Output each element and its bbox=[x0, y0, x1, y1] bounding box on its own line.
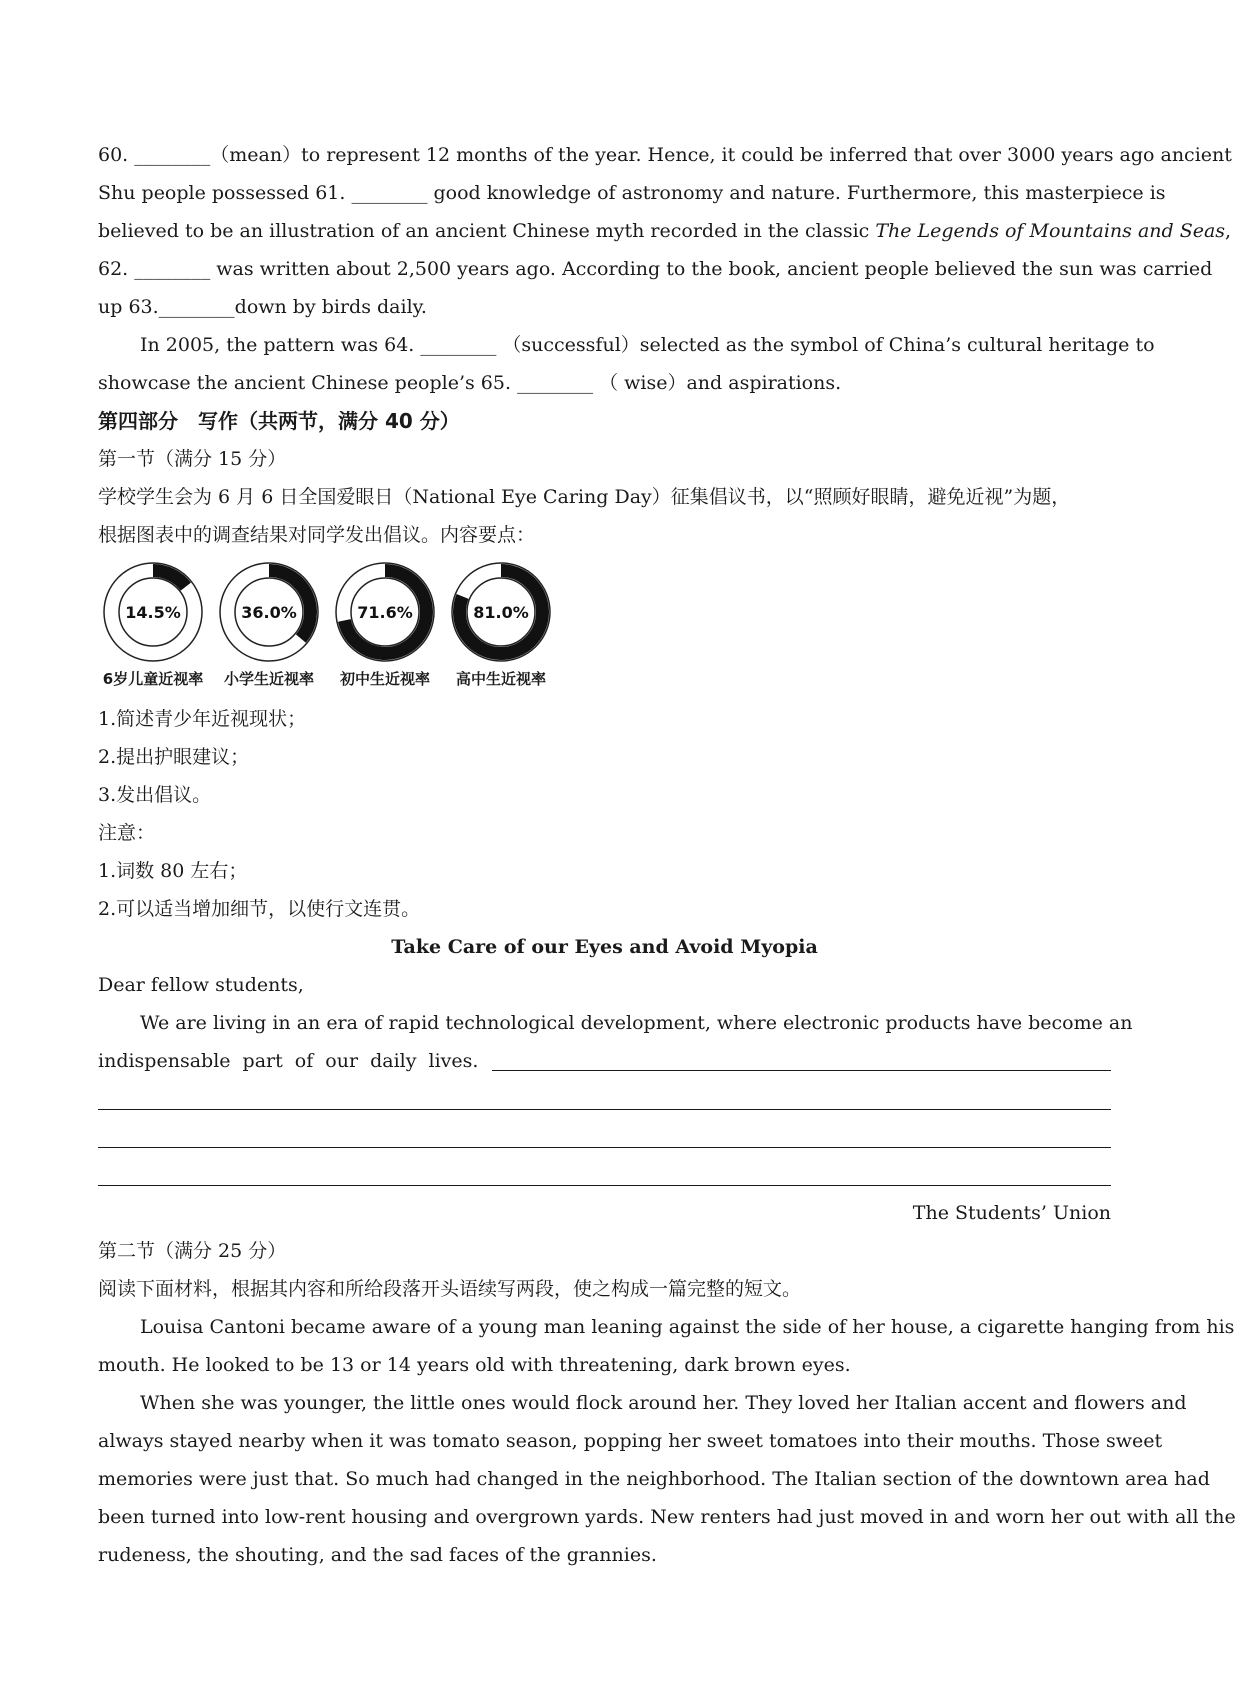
donut-value-label: 14.5% bbox=[125, 603, 181, 622]
story-line: rudeness, the shouting, and the sad faces of the grannies. bbox=[98, 1544, 657, 1566]
essay-title: Take Care of our Eyes and Avoid Myopia bbox=[391, 936, 818, 958]
donut-value-label: 71.6% bbox=[357, 603, 413, 622]
myopia-charts bbox=[98, 560, 1111, 696]
answer-line[interactable] bbox=[98, 1118, 1111, 1156]
story-line: always stayed nearby when it was tomato season, popping her sweet tomatoes into their mouths. Those sweet bbox=[98, 1430, 1163, 1452]
donut-svg bbox=[449, 560, 553, 664]
opening-line-text: indispensable part of our daily lives. bbox=[98, 1050, 479, 1072]
donut-svg bbox=[217, 560, 321, 664]
donut-category-label: 高中生近视率 bbox=[455, 670, 546, 688]
donut-chart bbox=[446, 560, 556, 696]
section1-title: 第一节（满分 15 分） bbox=[98, 448, 287, 470]
point-item: 1.简述青少年近视现状； bbox=[98, 708, 307, 730]
cloze-line-text: , bbox=[1225, 220, 1232, 242]
donut-category-label: 小学生近视率 bbox=[223, 670, 314, 688]
donut-svg bbox=[333, 560, 437, 664]
cloze-line: showcase the ancient Chinese people’s 65. ________ （ wise）and aspirations. bbox=[98, 372, 842, 394]
cloze-line: up 63.________down by birds daily. bbox=[98, 296, 427, 318]
donut-svg bbox=[101, 560, 205, 664]
cloze-line-text: believed to be an illustration of an ancient Chinese myth recorded in the classic bbox=[98, 220, 876, 242]
cloze-line: 60. ________（mean）to represent 12 months of the year. Hence, it could be inferred that over 3000 years ago ancient bbox=[98, 144, 1232, 166]
section2-title: 第二节（满分 25 分） bbox=[98, 1240, 287, 1262]
donut-category-label: 6岁儿童近视率 bbox=[102, 670, 204, 688]
opening-line-with-blank bbox=[98, 1042, 1111, 1080]
part4-title: 第四部分 写作（共两节，满分 40 分） bbox=[98, 409, 460, 433]
opening-line: We are living in an era of rapid technological development, where electronic products have become an bbox=[140, 1012, 1133, 1034]
cloze-line bbox=[98, 212, 1232, 250]
story-line: Louisa Cantoni became aware of a young man leaning against the side of her house, a cigarette hanging from his bbox=[140, 1316, 1235, 1338]
donut-chart bbox=[98, 560, 208, 696]
answer-line[interactable] bbox=[98, 1156, 1111, 1194]
answer-line[interactable] bbox=[98, 1080, 1111, 1118]
greeting: Dear fellow students, bbox=[98, 974, 304, 996]
story-line: When she was younger, the little ones would flock around her. They loved her Italian accent and flowers and bbox=[140, 1392, 1187, 1414]
donut-chart bbox=[330, 560, 440, 696]
cloze-line: 62. ________ was written about 2,500 years ago. According to the book, ancient people believed the sun was carried bbox=[98, 258, 1213, 280]
donut-category-label: 初中生近视率 bbox=[339, 670, 430, 688]
story-line: been turned into low-rent housing and overgrown yards. New renters had just moved in and worn her out with all the bbox=[98, 1506, 1236, 1528]
page-content bbox=[98, 136, 1236, 1574]
donut-value-label: 36.0% bbox=[241, 603, 297, 622]
donut-chart bbox=[214, 560, 324, 696]
cloze-line: In 2005, the pattern was 64. ________ （successful）selected as the symbol of China’s cultural heritage to bbox=[140, 334, 1155, 356]
book-title: The Legends of Mountains and Seas bbox=[875, 220, 1226, 242]
note-item: 1.词数 80 左右； bbox=[98, 860, 248, 882]
task-line: 学校学生会为 6 月 6 日全国爱眼日（National Eye Caring Day）征集倡议书，以“照顾好眼睛，避免近视”为题， bbox=[98, 486, 1071, 508]
answer-blank[interactable] bbox=[492, 1069, 1111, 1071]
story-line: memories were just that. So much had changed in the neighborhood. The Italian section of the downtown area had bbox=[98, 1468, 1210, 1490]
point-item: 2.提出护眼建议； bbox=[98, 746, 250, 768]
section2-instruction: 阅读下面材料，根据其内容和所给段落开头语续写两段，使之构成一篇完整的短文。 bbox=[98, 1278, 802, 1300]
notes-title: 注意： bbox=[98, 822, 156, 844]
note-item: 2.可以适当增加细节，以使行文连贯。 bbox=[98, 898, 421, 920]
task-line: 根据图表中的调查结果对同学发出倡议。内容要点： bbox=[98, 524, 536, 546]
signature: The Students’ Union bbox=[912, 1202, 1111, 1224]
point-item: 3.发出倡议。 bbox=[98, 784, 212, 806]
donut-value-label: 81.0% bbox=[473, 603, 529, 622]
cloze-line: Shu people possessed 61. ________ good knowledge of astronomy and nature. Furthermore, this masterpiece is bbox=[98, 182, 1166, 204]
story-line: mouth. He looked to be 13 or 14 years old with threatening, dark brown eyes. bbox=[98, 1354, 851, 1376]
